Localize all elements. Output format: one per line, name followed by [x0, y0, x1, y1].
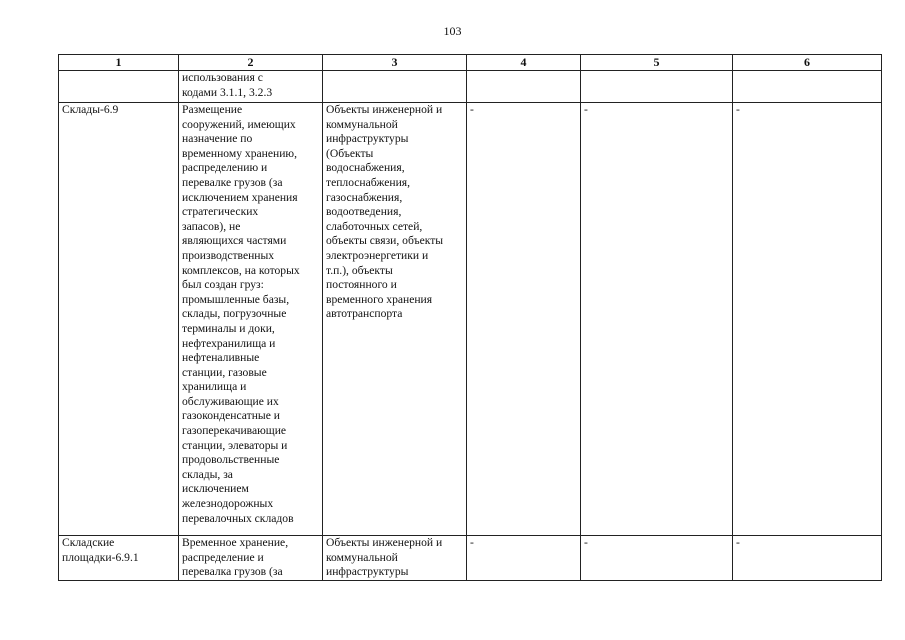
cell-text-line: стратегических	[182, 205, 259, 219]
cell-text-line: Временное хранение,	[182, 536, 289, 549]
header-col-6: 6	[733, 55, 882, 71]
zoning-table	[58, 54, 882, 581]
cell-col3	[323, 71, 467, 103]
header-col-2: 2	[179, 55, 323, 71]
cell-text-line: слаботочных сетей,	[326, 219, 423, 233]
cell-col6	[733, 71, 882, 103]
cell-text-line: исключением хранения	[182, 190, 298, 204]
cell-text-line: Размещение	[182, 103, 243, 116]
cell-text-line: Склады-6.9	[62, 103, 119, 116]
cell-text-line: нефтеналивные	[182, 351, 260, 365]
header-col-5: 5	[581, 55, 733, 71]
cell-col6: -	[733, 103, 882, 536]
cell-text-line: площадки-6.9.1	[62, 550, 139, 564]
cell-text-line: временному хранению,	[182, 146, 297, 160]
table-row	[59, 71, 882, 103]
cell-text-line: т.п.), объекты	[326, 263, 393, 277]
cell-text-line: склады, погрузочные	[182, 307, 287, 321]
cell-text-line: перевалочных складов	[182, 511, 294, 525]
cell-col3	[323, 103, 467, 536]
cell-text-line: нефтехранилища и	[182, 336, 276, 350]
table-row	[59, 103, 882, 536]
cell-text-line: инфраструктуры	[326, 132, 409, 146]
cell-col5	[581, 71, 733, 103]
cell-text-line: распределение и	[182, 550, 264, 564]
cell-text-line: хранилища и	[182, 380, 247, 394]
cell-col2	[179, 71, 323, 103]
table-row	[59, 536, 882, 581]
cell-col1	[59, 103, 179, 536]
cell-text-line: производственных	[182, 248, 275, 262]
cell-col4: -	[467, 536, 581, 581]
cell-col4	[467, 71, 581, 103]
header-row	[59, 55, 882, 71]
cell-col6: -	[733, 536, 882, 581]
cell-text-line: являющихся частями	[182, 234, 287, 248]
cell-text-line: Объекты инженерной и	[326, 103, 443, 116]
cell-col5: -	[581, 536, 733, 581]
cell-text-line: электроэнергетики и	[326, 248, 429, 262]
cell-col2	[179, 536, 323, 581]
cell-text-line: сооружений, имеющих	[182, 117, 296, 131]
cell-text-line: перевалке грузов (за	[182, 175, 283, 189]
cell-text-line: использования с	[182, 71, 263, 84]
cell-text-line: склады, за	[182, 467, 233, 481]
header-col-4: 4	[467, 55, 581, 71]
cell-text-line: распределению и	[182, 161, 268, 175]
cell-text-line: коммунальной	[326, 117, 398, 131]
cell-text-line: временного хранения	[326, 292, 433, 306]
cell-text-line: объекты связи, объекты	[326, 234, 444, 248]
header-col-3: 3	[323, 55, 467, 71]
cell-text-line: станции, газовые	[182, 365, 267, 379]
cell-text-line: комплексов, на которых	[182, 263, 300, 277]
cell-text-line: Объекты инженерной и	[326, 536, 443, 549]
cell-text-line: газоконденсатные и	[182, 409, 280, 423]
cell-col1	[59, 71, 179, 103]
cell-text-line: постоянного и	[326, 278, 397, 292]
cell-text-line: исключением	[182, 482, 249, 496]
cell-text-line: перевалка грузов (за	[182, 565, 283, 579]
cell-text-line: газоперекачивающие	[182, 424, 287, 438]
page-number: 103	[443, 24, 462, 38]
cell-text-line: назначение по	[182, 132, 253, 146]
cell-text-line: теплоснабжения,	[326, 175, 411, 189]
cell-text-line: (Объекты	[326, 146, 374, 160]
cell-text-line: станции, элеваторы и	[182, 438, 288, 452]
cell-text-line: коммунальной	[326, 550, 398, 564]
cell-text-line: терминалы и доки,	[182, 321, 275, 335]
cell-col1	[59, 536, 179, 581]
cell-text-line: Складские	[62, 536, 115, 549]
cell-col3	[323, 536, 467, 581]
cell-text-line: железнодорожных	[182, 497, 274, 511]
cell-text-line: водоснабжения,	[326, 161, 405, 175]
cell-col2	[179, 103, 323, 536]
cell-text-line: был создан груз:	[182, 278, 264, 292]
cell-text-line: газоснабжения,	[326, 190, 403, 204]
cell-text-line: водоотведения,	[326, 205, 402, 219]
cell-text-line: автотранспорта	[326, 307, 403, 321]
cell-text-line: продовольственные	[182, 453, 280, 467]
cell-text-line: промышленные базы,	[182, 292, 290, 306]
cell-text-line: обслуживающие их	[182, 394, 279, 408]
cell-col5: -	[581, 103, 733, 536]
cell-text-line: кодами 3.1.1, 3.2.3	[182, 85, 273, 99]
header-col-1: 1	[59, 55, 179, 71]
cell-col4: -	[467, 103, 581, 536]
cell-text-line: запасов), не	[182, 219, 241, 233]
cell-text-line: инфраструктуры	[326, 565, 409, 579]
